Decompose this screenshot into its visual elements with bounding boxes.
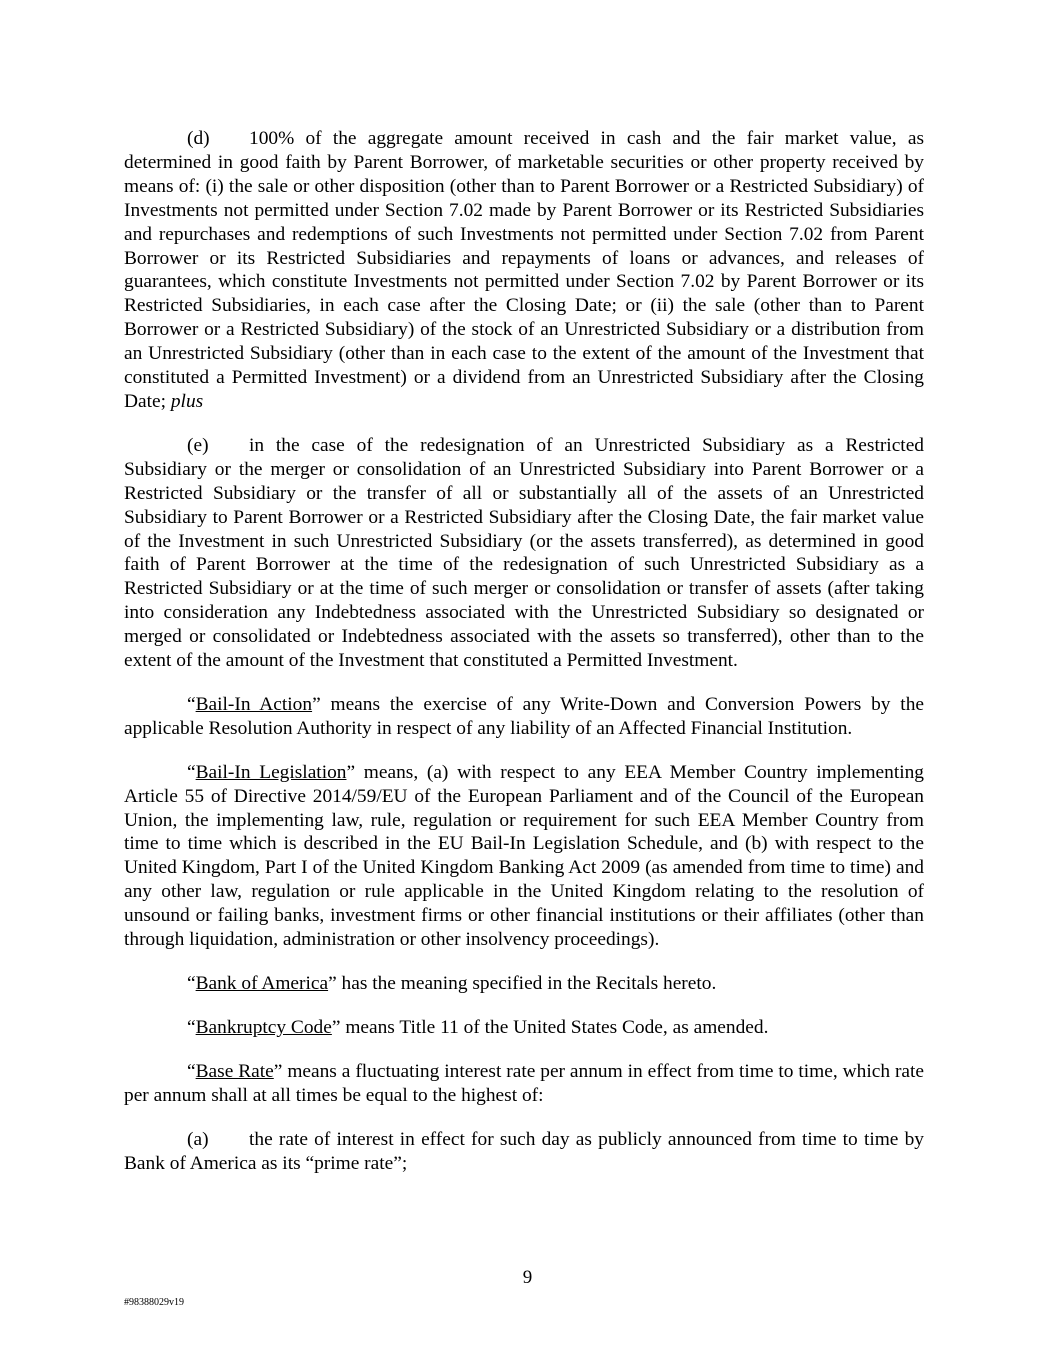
definition-text: ” means Title 11 of the United States Code, as amended.	[331, 1016, 769, 1038]
clause-label: (d)	[187, 128, 210, 149]
paragraph-d	[124, 127, 924, 414]
open-quote: “	[187, 693, 196, 715]
definition-bank-of-america	[124, 972, 924, 996]
definition-text: ” means the exercise of any Write-Down and Conversion Powers by the applicable Resolution Authority in respect of any liability of an Affected Financial Institution.	[124, 693, 924, 739]
defined-term: Bank of America	[195, 973, 329, 994]
page-number: 9	[522, 1267, 533, 1288]
definition-text: ” means a fluctuating interest rate per annum in effect from time to time, which rate per annum shall at all times be equal to the highest of:	[124, 1060, 925, 1106]
definition-base-rate	[124, 1060, 924, 1108]
definition-bail-in-action	[124, 693, 924, 741]
italic-word: plus	[170, 390, 204, 412]
clause-label: (a)	[187, 1128, 209, 1150]
paragraph-a	[124, 1128, 924, 1176]
defined-term: Bankruptcy Code	[195, 1016, 332, 1038]
definition-bankruptcy-code	[124, 1016, 924, 1040]
open-quote: “	[187, 761, 196, 783]
defined-term: Bail-In Action	[195, 693, 313, 715]
open-quote: “	[187, 1060, 196, 1082]
document-id: #98388029v19	[124, 1297, 184, 1308]
clause-label: (e)	[187, 434, 209, 456]
paragraph-text: the rate of interest in effect for such day as publicly announced from time to time by Bank of America as its “prime rate”;	[124, 1128, 924, 1174]
definition-text: ” has the meaning specified in the Recitals hereto.	[328, 973, 717, 994]
open-quote: “	[187, 1016, 196, 1038]
paragraph-text: in the case of the redesignation of an Unrestricted Subsidiary as a Restricted Subsidiary or the merger or consolidation of an Unrestricted Subsidiary into Parent Borrower or a Restricted Subsidiary or the transfer of all or substantially all of the assets of an Unrestricted Subsidiary to Parent Borrower or a Restricted Subsidiary after the Closing Date, the fair market value of the Investment in such Unrestricted Subsidiary (or the assets transferred), as determined in good faith of Parent Borrower at the time of the redesignation of such Unrestricted Subsidiary as a Restricted Subsidiary or at the time of such merger or consolidation or transfer of assets (after taking into consideration any Indebtedness associated with the Unrestricted Subsidiary so designated or merged or consolidated or Indebtedness associated with the assets so transferred), other than to the extent of the amount of the Investment that constituted a Permitted Investment.	[124, 434, 924, 672]
definition-bail-in-legislation	[124, 761, 924, 952]
document-body	[124, 127, 924, 1195]
paragraph-text: 100% of the aggregate amount received in cash and the fair market value, as determined in good faith by Parent Borrower, of marketable securities or other property received by means of: (i) the sale or other disposition (other than to Parent Borrower or a Restricted Subsidiary) of Investments not permitted under Section 7.02 made by Parent Borrower or its Restricted Subsidiaries and repurchases and redemptions of such Investments not permitted under Section 7.02 from Parent Borrower or its Restricted Subsidiaries and repayments of loans or advances, and releases of guarantees, which constitute Investments not permitted under Section 7.02 by Parent Borrower or its Restricted Subsidiaries, in each case after the Closing Date; or (ii) the sale (other than to Parent Borrower or a Restricted Subsidiary) of the stock of an Unrestricted Subsidiary or a distribution from an Unrestricted Subsidiary (other than in each case to the extent of the amount of the Investment that constituted a Permitted Investment) or a dividend from an Unrestricted Subsidiary after the Closing Date;	[124, 128, 924, 412]
definition-text: ” means, (a) with respect to any EEA Member Country implementing Article 55 of Directive 2014/59/EU of the European Parliament and of the Council of the European Union, the implementing law, rule, regulation or requirement for such EEA Member Country from time to time which is described in the EU Bail-In Legislation Schedule, and (b) with respect to the United Kingdom, Part I of the United Kingdom Banking Act 2009 (as amended from time to time) and any other law, regulation or rule applicable in the United Kingdom relating to the resolution of unsound or failing banks, investment firms or other financial institutions or their affiliates (other than through liquidation, administration or other insolvency proceedings).	[124, 761, 925, 951]
defined-term: Bail-In Legislation	[195, 761, 347, 783]
open-quote: “	[187, 973, 196, 994]
defined-term: Base Rate	[195, 1060, 274, 1082]
paragraph-e	[124, 434, 924, 673]
